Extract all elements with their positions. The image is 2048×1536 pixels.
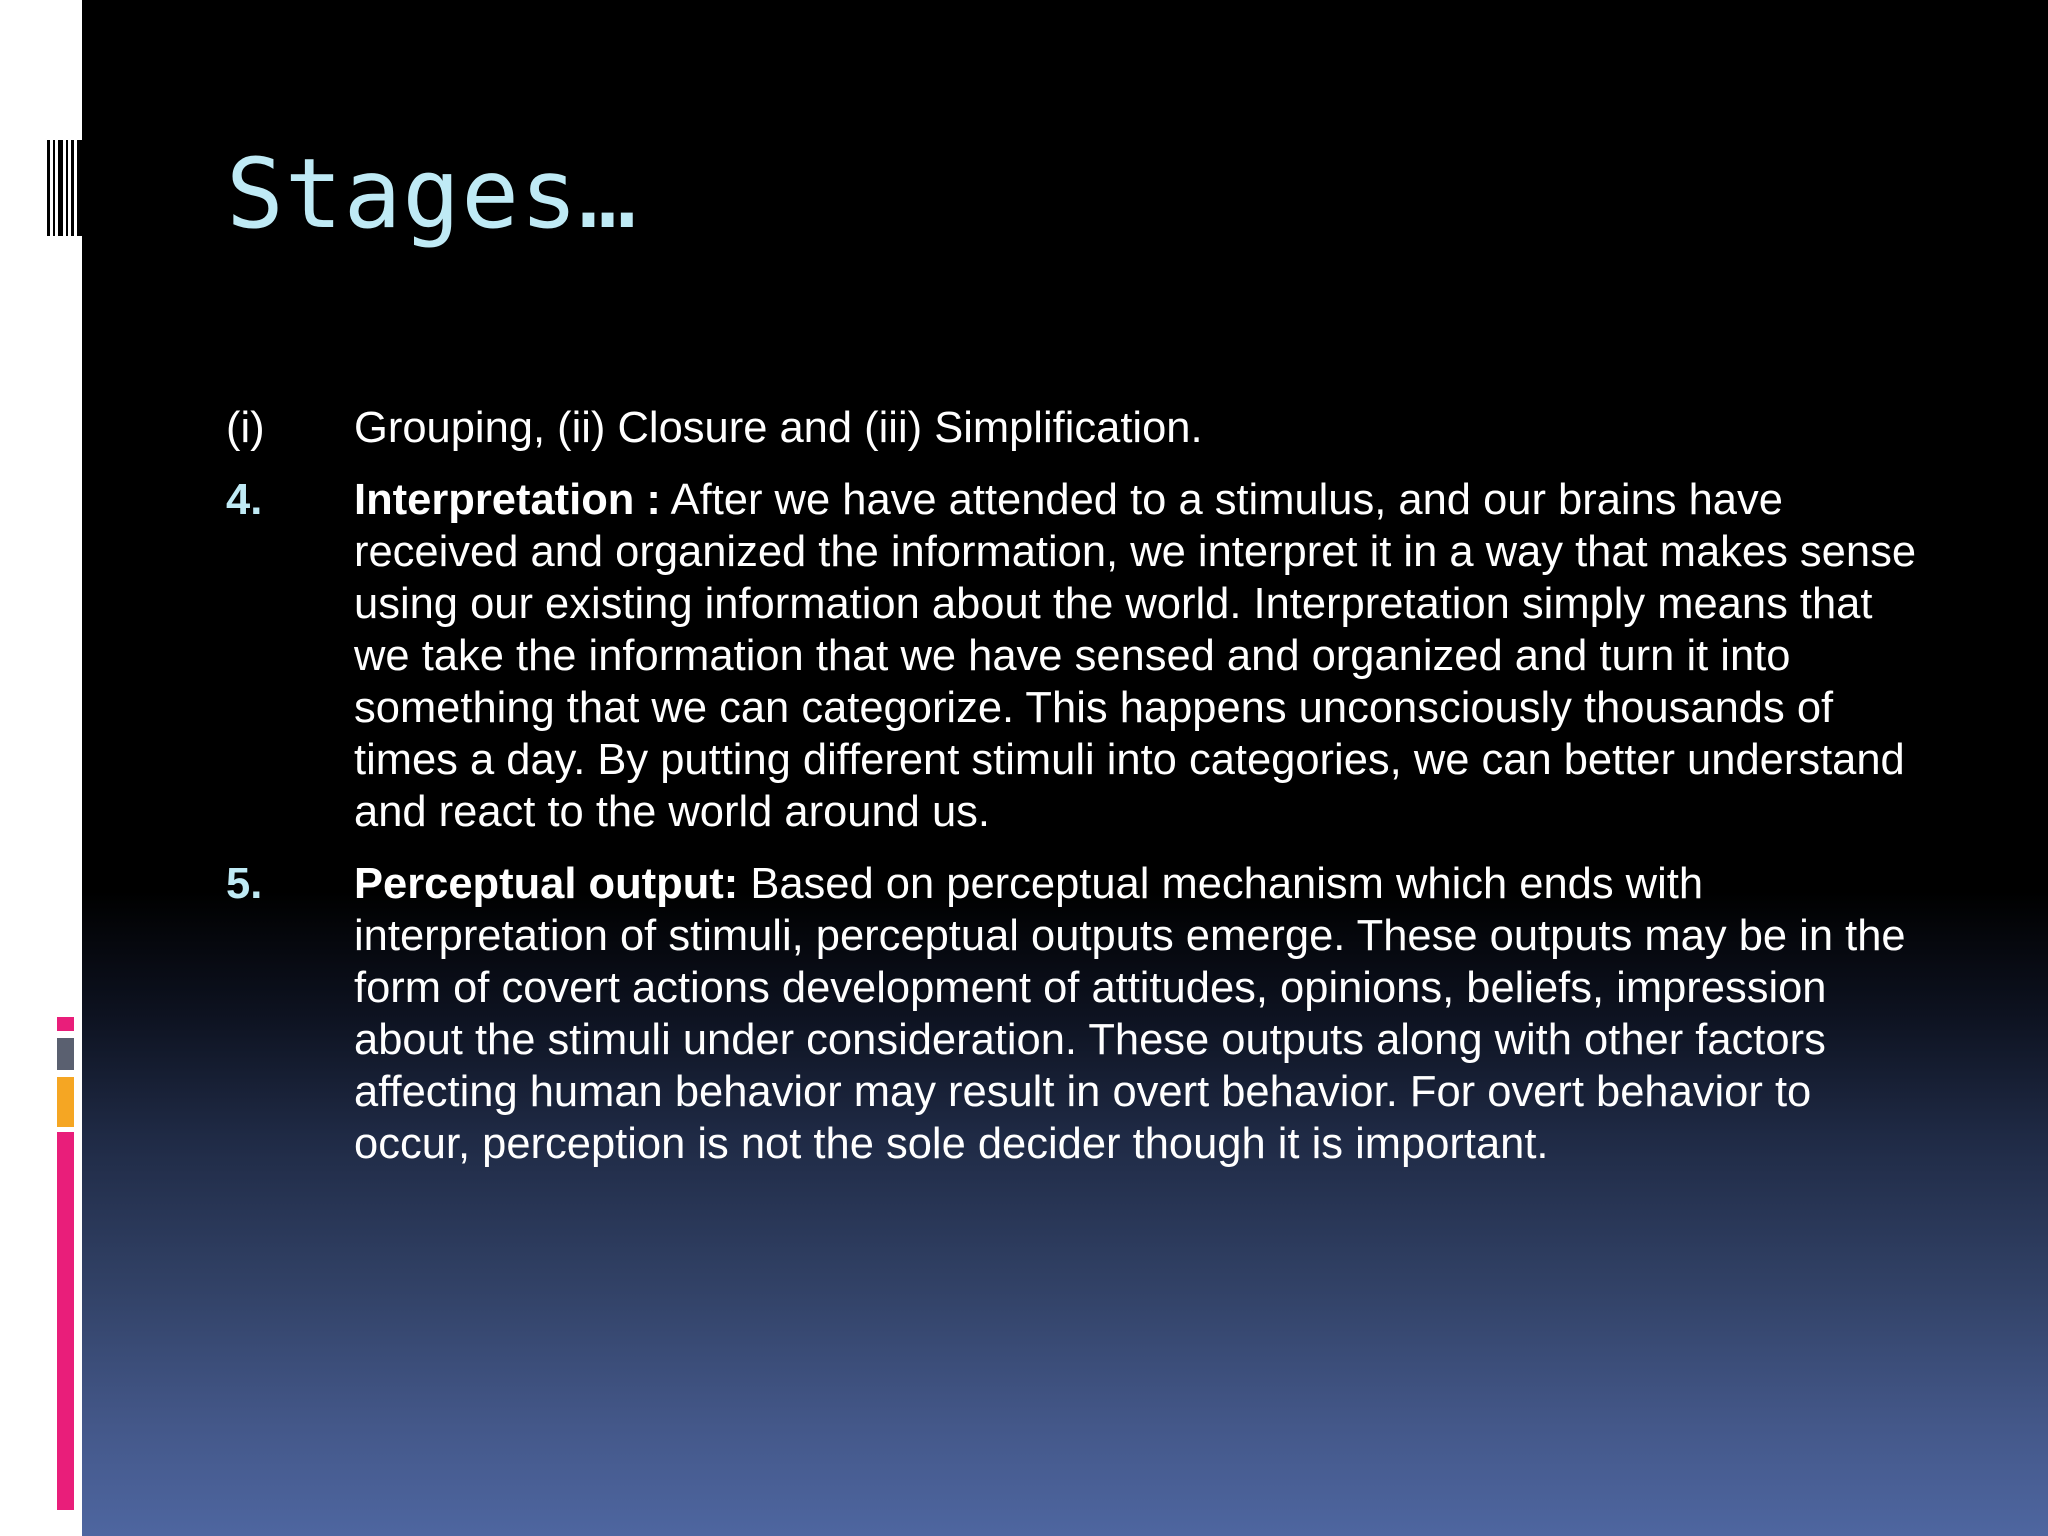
list-item-text: Based on perceptual mechanism which ends with interpretation of stimuli, perceptual outputs emerge. These outputs may be in the form of covert actions development of attitudes, opinions, beliefs, impression about the stimuli under consideration. These outputs along with other factors affecting human behavior may result in overt behavior. For overt behavior to occur, perception is not the sole decider though it is important. [354, 860, 1906, 1168]
accent-bar-pink-long [57, 1132, 74, 1510]
list-item [226, 858, 1926, 1170]
list-item-body [354, 474, 1926, 838]
list-item-text: After we have attended to a stimulus, and our brains have received and organized the information, we interpret it in a way that makes sense using our existing information about the world. Interpretation simply means that we take the information that we have sensed and organized and turn it into something that we can categorize. This happens unconsciously thousands of times a day. By putting different stimuli into categories, we can better understand and react to the world around us. [354, 476, 1917, 836]
list-marker: 5. [226, 860, 263, 908]
list-marker: 4. [226, 476, 263, 524]
slide-content [226, 402, 1926, 1170]
list-marker: (i) [226, 404, 265, 452]
list-item [226, 474, 1926, 838]
accent-bar-orange [57, 1077, 74, 1127]
accent-bar-gray [57, 1038, 74, 1070]
list-item [226, 402, 1926, 454]
list-item-body [354, 402, 1926, 454]
list-item-heading: Interpretation : [354, 476, 661, 524]
list-item-text: Grouping, (ii) Closure and (iii) Simplification. [354, 404, 1203, 452]
accent-bar-pink-small [57, 1017, 74, 1031]
list-item-heading: Perceptual output: [354, 860, 739, 908]
slide-title: Stages… [226, 138, 638, 250]
barcode-decoration [47, 140, 82, 236]
list-item-body [354, 858, 1926, 1170]
